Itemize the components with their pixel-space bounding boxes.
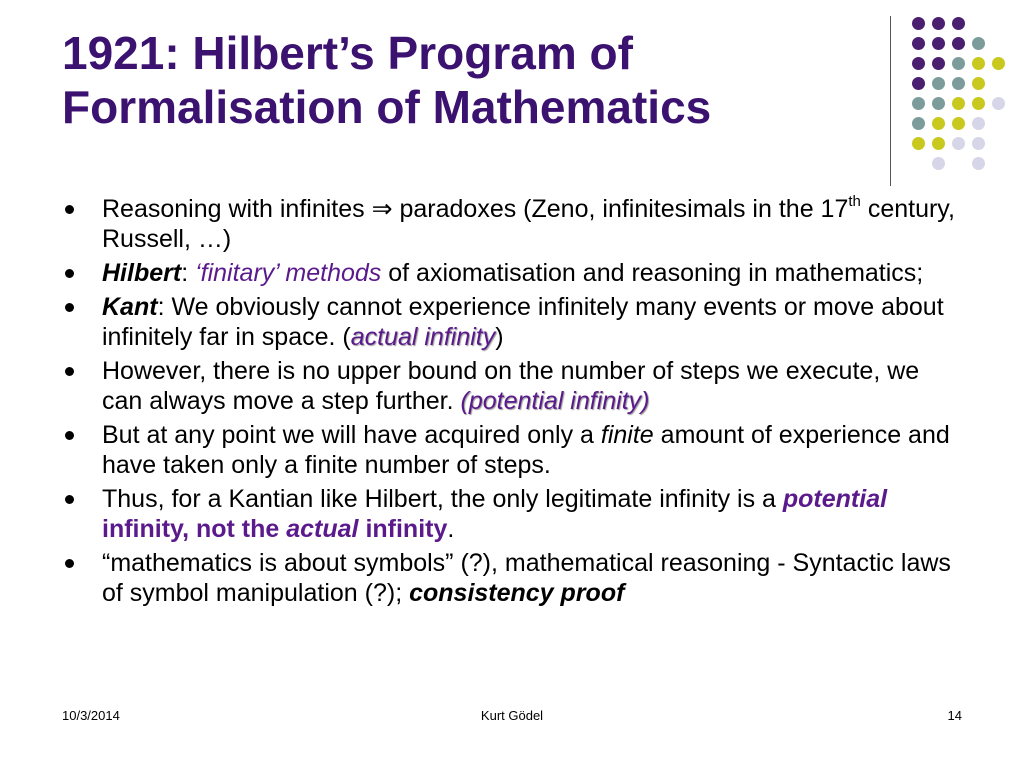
decor-dot — [912, 37, 925, 50]
decor-dot — [992, 57, 1005, 70]
decor-dot — [972, 97, 985, 110]
decor-dot — [932, 77, 945, 90]
decor-dot — [952, 57, 965, 70]
superscript: th — [848, 192, 861, 210]
text: However, there is no upper bound on the number of steps we execute, we can always move a step further. — [102, 357, 920, 415]
bullet-dot-icon — [65, 303, 74, 312]
decor-dot — [912, 97, 925, 110]
footer-date: 10/3/2014 — [62, 708, 120, 723]
decor-dot — [932, 17, 945, 30]
text: paradoxes (Zeno, infinitesimals in the 17 — [392, 195, 849, 223]
text: . — [447, 515, 455, 543]
decor-dot — [952, 97, 965, 110]
bullet-item — [62, 194, 962, 254]
emphasis-kant: Kant — [102, 293, 158, 321]
decor-dot — [932, 37, 945, 50]
text: : We obviously cannot experience infinitely many events or move about infinitely far in space. ( — [102, 293, 944, 351]
bullet-item — [62, 548, 962, 608]
emphasis-actual: actual — [286, 515, 359, 543]
decor-dot — [912, 137, 925, 150]
emphasis-finitary: ‘finitary’ methods — [195, 259, 382, 287]
text: : — [181, 259, 196, 287]
decor-dot — [972, 117, 985, 130]
bullet-dot-icon — [65, 559, 74, 568]
bullet-item — [62, 356, 962, 416]
decor-dot — [952, 37, 965, 50]
decor-dot — [972, 37, 985, 50]
decor-dot — [952, 137, 965, 150]
implies-arrow: ⇒ — [371, 195, 393, 223]
text: of axiomatisation and reasoning in mathematics; — [381, 259, 924, 287]
text: Thus, for a Kantian like Hilbert, the only legitimate infinity is a — [102, 485, 783, 513]
decor-dot — [932, 97, 945, 110]
decor-dot — [992, 97, 1005, 110]
decor-dot — [972, 77, 985, 90]
text: Reasoning with infinites — [102, 195, 372, 223]
emphasis-text: infinity, not the — [102, 515, 287, 543]
decor-dot — [952, 17, 965, 30]
decor-dot — [952, 77, 965, 90]
divider-line — [890, 16, 891, 186]
slide-title — [62, 26, 852, 134]
emphasis-actual-infinity: actual infinity — [350, 323, 496, 351]
decor-dot — [912, 17, 925, 30]
decor-dot — [932, 137, 945, 150]
emphasis-hilbert: Hilbert — [102, 259, 182, 287]
decor-dot — [972, 137, 985, 150]
decor-dot — [932, 157, 945, 170]
bullet-item — [62, 484, 962, 544]
emphasis-text: infinity — [358, 515, 448, 543]
emphasis-potential-infinity: (potential infinity) — [460, 387, 650, 415]
bullet-item — [62, 292, 962, 352]
title-line-1: 1921: Hilbert’s Program of — [62, 27, 633, 79]
emphasis-consistency-proof: consistency proof — [409, 579, 625, 607]
text: ) — [495, 323, 504, 351]
decor-dot — [952, 117, 965, 130]
bullet-dot-icon — [65, 495, 74, 504]
footer-page-number: 14 — [947, 708, 962, 723]
bullet-list — [62, 194, 962, 612]
text: “mathematics is about symbols” (?), mathematical reasoning - Syntactic laws of symbol manipulation (?); — [102, 549, 951, 607]
emphasis-potential: potential — [782, 485, 888, 513]
decor-dot — [912, 57, 925, 70]
decor-dot — [912, 117, 925, 130]
title-line-2: Formalisation of Mathematics — [62, 81, 712, 133]
footer-author: Kurt Gödel — [480, 708, 544, 723]
text: But at any point we will have acquired only a — [102, 421, 601, 449]
emphasis-finite: finite — [600, 421, 654, 449]
bullet-dot-icon — [65, 269, 74, 278]
bullet-item — [62, 258, 962, 288]
decor-dot — [972, 157, 985, 170]
text: amount of experience and have taken only a finite number of steps. — [102, 421, 950, 479]
bullet-item — [62, 420, 962, 480]
decor-dot — [972, 57, 985, 70]
text: century, Russell, …) — [102, 195, 955, 253]
bullet-dot-icon — [65, 205, 74, 214]
decor-dot — [912, 77, 925, 90]
decor-dot — [932, 117, 945, 130]
bullet-dot-icon — [65, 367, 74, 376]
decor-dot — [932, 57, 945, 70]
bullet-dot-icon — [65, 431, 74, 440]
